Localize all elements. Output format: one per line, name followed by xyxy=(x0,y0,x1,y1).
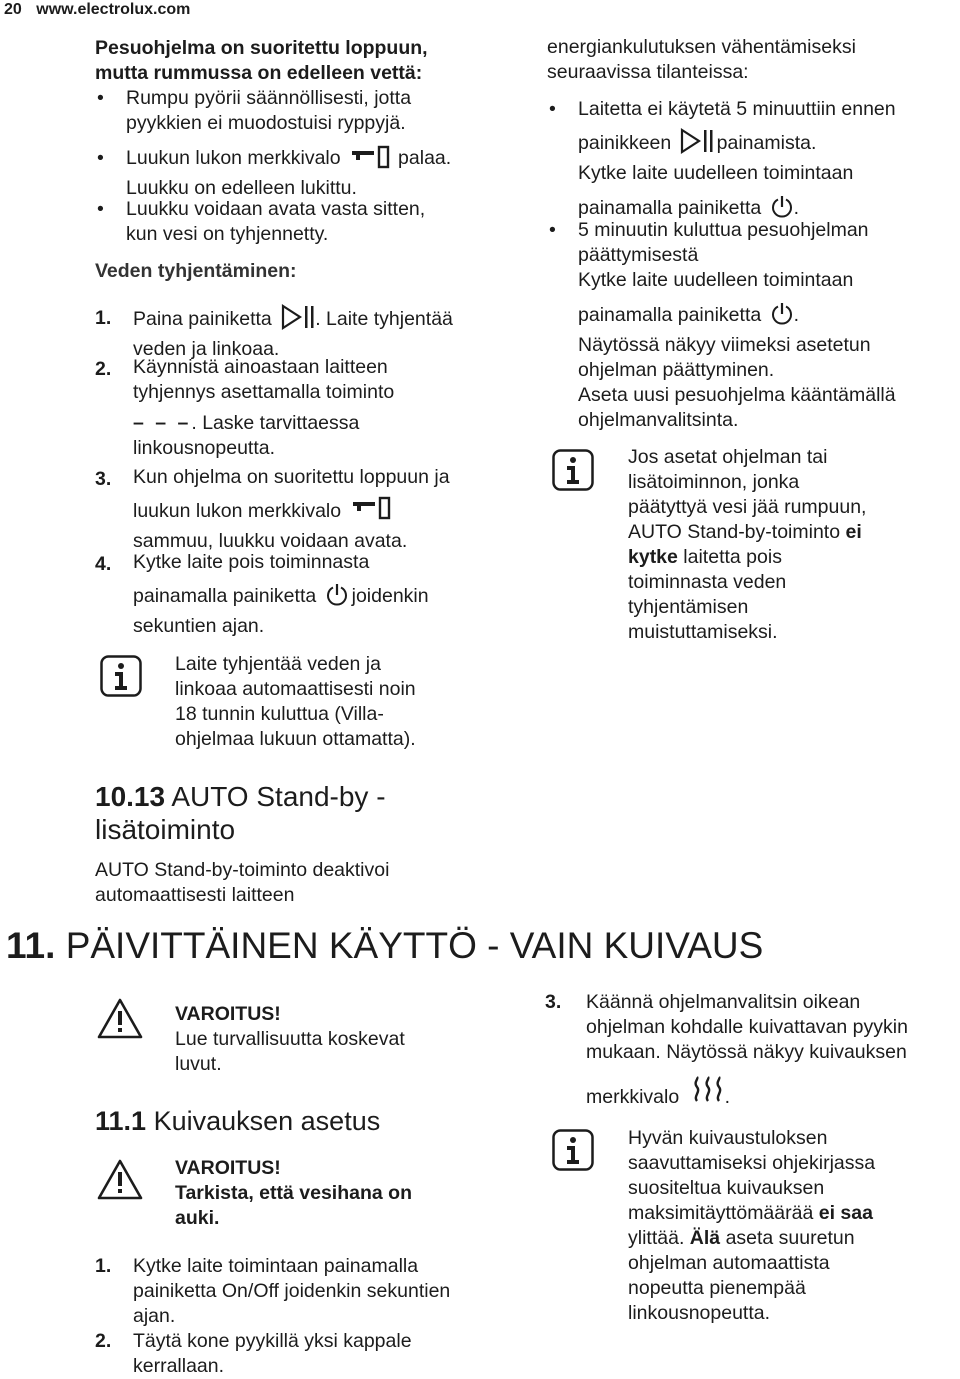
page-number: 20 xyxy=(4,1,22,18)
warning-safety: VAROITUS! Lue turvallisuutta koskevat luvut. xyxy=(175,1003,405,1075)
bullet-dot: • xyxy=(97,198,104,220)
section-title-10-13: 10.13 AUTO Stand-by - lisätoiminto xyxy=(95,781,386,845)
bullet-1: Rumpu pyörii säännöllisesti, jotta pyykkien ei muodostuisi ryppyjä. xyxy=(126,87,412,134)
info-note-drying: Hyvän kuivaustuloksen saavuttamiseksi ohjekirjassa suositeltua kuivauksen maksimitäyttömäärää ei saa ylittää. Älä aseta suuretun ohjelman automaattista nopeutta pienempää linkousnopeutta. xyxy=(628,1127,876,1324)
dry-icon xyxy=(691,1077,725,1110)
info-icon xyxy=(100,655,142,702)
door-lock-icon xyxy=(352,147,392,176)
subsection-title-11-1: 11.1 Kuivauksen asetus xyxy=(95,1106,381,1136)
bullet-dot: • xyxy=(97,147,104,169)
info-icon xyxy=(552,1129,594,1176)
dry-step-1: Kytke laite toimintaan painamalla painiketta On/Off joidenkin sekuntien ajan. xyxy=(133,1255,451,1327)
step-number: 1. xyxy=(95,307,112,329)
on-off-icon xyxy=(325,583,349,614)
site-url: www.electrolux.com xyxy=(36,1,191,18)
chapter-title: 11. PÄIVITTÄINEN KÄYTTÖ - VAIN KUIVAUS xyxy=(6,925,764,966)
step-number: 3. xyxy=(95,468,112,490)
start-pause-icon xyxy=(281,304,315,337)
step-number: 1. xyxy=(95,1255,112,1277)
step-number: 2. xyxy=(95,1330,112,1352)
no-spin-symbol: – – – xyxy=(133,412,192,434)
warning-icon xyxy=(97,997,143,1044)
drain-step-4: Kytke laite pois toiminnasta painamalla painiketta joidenkin sekuntien ajan. xyxy=(133,551,429,637)
page-header xyxy=(4,0,190,20)
step-number: 4. xyxy=(95,553,112,575)
info-note-auto-drain: Laite tyhjentää veden ja linkoaa automaattisesti noin 18 tunnin kuluttua (Villa- ohjelmaa lukuun ottamatta). xyxy=(175,653,416,750)
info-note-standby: Jos asetat ohjelman tai lisätoiminnon, jonka päätyttyä vesi jää rumpuun, AUTO Stand-by-toiminto ei kytke laitetta pois toiminnasta veden tyhjentämisen muistuttamiseksi. xyxy=(628,446,867,643)
on-off-icon xyxy=(770,302,794,333)
right-bullet-2: 5 minuutin kuluttua pesuohjelman päättymisestä Kytke laite uudelleen toimintaan painamalla painiketta . Näytössä näkyy viimeksi asetetun ohjelman päättyminen. Aseta uusi pesuohjelma kääntämällä ohjelmanvalitsinta. xyxy=(578,219,896,431)
drain-step-3: Kun ohjelma on suoritettu loppuun ja luukun lukon merkkivalo sammuu, luukku voidaan avata. xyxy=(133,466,450,552)
dry-step-3: Käännä ohjelmanvalitsin oikean ohjelman kohdalle kuivattavan pyykin mukaan. Näytössä näkyy kuivauksen merkkivalo . xyxy=(586,991,908,1108)
info-icon xyxy=(552,449,594,496)
bullet-dot: • xyxy=(549,219,556,241)
door-lock-icon xyxy=(353,498,393,529)
drain-step-1: Paina painiketta . Laite tyhjentää veden ja linkoaa. xyxy=(133,304,453,362)
drain-step-2: Käynnistä ainoastaan laitteen tyhjennys asettamalla toiminto – – –. Laske tarvittaessa linkousnopeutta. xyxy=(133,356,395,459)
step-number: 2. xyxy=(95,358,112,380)
step-number: 3. xyxy=(545,991,562,1013)
bullet-dot: • xyxy=(549,98,556,120)
right-bullet-1: Laitetta ei käytetä 5 minuuttiin ennen painikkeen painamista. Kytke laite uudelleen toimintaan painamalla painiketta . xyxy=(578,97,896,226)
bullet-2: Luukun lukon merkkivalo palaa. Luukku on edelleen lukittu. xyxy=(126,147,452,199)
bullet-3: Luukku voidaan avata vasta sitten, kun vesi on tyhjennetty. xyxy=(126,198,426,245)
drain-info-heading: Pesuohjelma on suoritettu loppuun, mutta rummussa on edelleen vettä: xyxy=(95,37,428,84)
dry-step-2: Täytä kone pyykillä yksi kappale kerrallaan. xyxy=(133,1330,412,1377)
drain-heading: Veden tyhjentäminen: xyxy=(95,260,297,282)
right-intro: energiankulutuksen vähentämiseksi seuraavissa tilanteissa: xyxy=(547,36,856,83)
section-body-10-13: AUTO Stand-by-toiminto deaktivoi automaattisesti laitteen xyxy=(95,859,390,906)
start-pause-icon xyxy=(680,128,714,161)
warning-tap: VAROITUS! Tarkista, että vesihana on auki. xyxy=(175,1157,412,1229)
warning-icon xyxy=(97,1158,143,1205)
bullet-dot: • xyxy=(97,87,104,109)
